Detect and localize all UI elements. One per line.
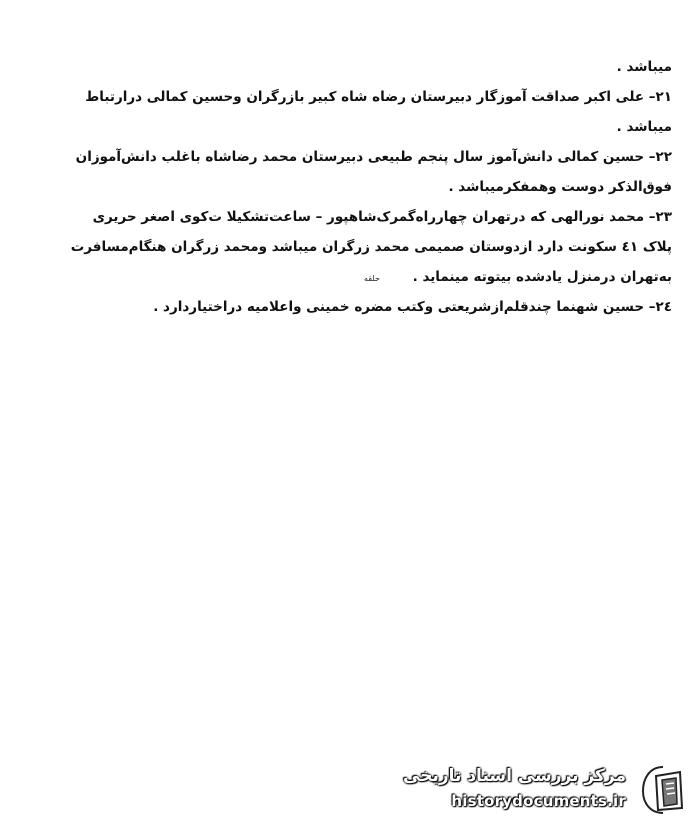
text-line: میباشد . xyxy=(616,119,672,135)
watermark-url: historydocuments.ir xyxy=(451,792,626,810)
text-line: به‌تهران درمنزل یادشده بیتوته مینماید . xyxy=(412,269,672,285)
text-line: ۲٤– حسین شهنما چندقلم‌ازشریعتی وکتب مضره خمینی واعلامیه دراختیاردارد . xyxy=(153,299,672,315)
text-line: میباشد . xyxy=(616,59,672,75)
text-line: ۲۲– حسین کمالی دانش‌آموز سال پنجم طبیعی دبیرستان محمد رضاشاه باغلب دانش‌آموزان xyxy=(75,149,672,165)
watermark xyxy=(386,760,686,820)
text-line: فوق‌الذکر دوست وهمفکرمیباشد . xyxy=(448,179,672,195)
archive-logo-icon xyxy=(640,764,686,816)
text-line: پلاک ٤١ سکونت دارد ازدوستان صمیمی محمد زرگران میباشد ومحمد زرگران هنگام‌مسافرت xyxy=(70,239,672,255)
text-line: ۲۱– علی اکبر صداقت آموزگار دبیرستان رضاه شاه کبیر بازرگران وحسین کمالی درارتباط xyxy=(85,89,672,105)
handwritten-annotation: حلقه xyxy=(364,274,380,283)
watermark-title: مرکز بررسی اسناد تاریخی xyxy=(403,766,626,786)
document-body xyxy=(16,52,672,322)
text-line: ۲۳– محمد نورالهی که درتهران چهارراه‌گمرک‌شاهپور – ساعت‌تشکیلا ت‌کوی اصغر حریری xyxy=(92,209,672,225)
